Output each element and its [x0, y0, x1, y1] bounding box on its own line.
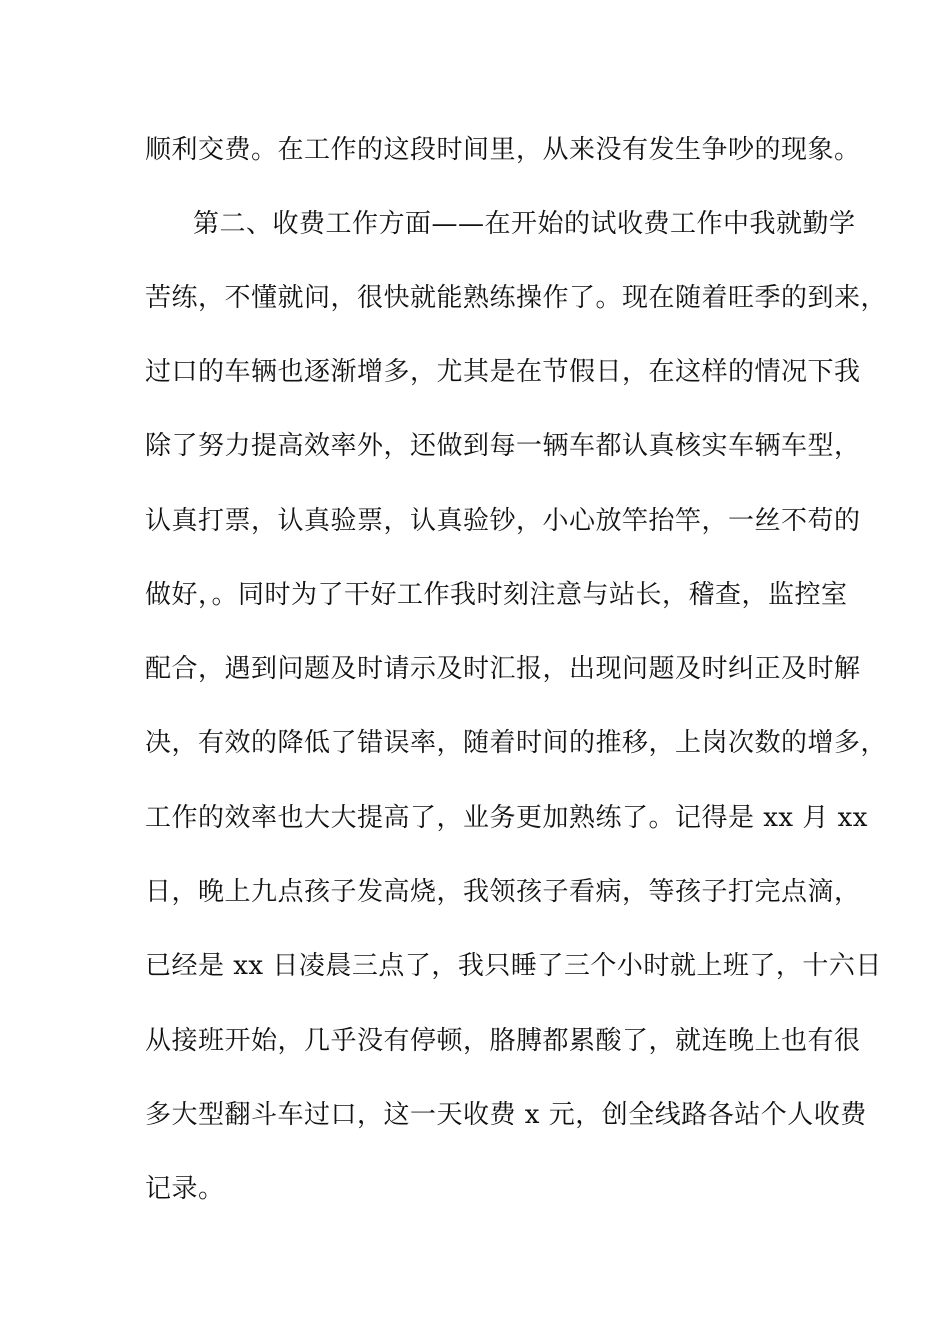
text-line-10: 工作的效率也大大提高了，业务更加熟练了。记得是 xx 月 xx: [145, 803, 868, 833]
text-line-2: 第二、收费工作方面——在开始的试收费工作中我就勤学: [193, 209, 856, 239]
text-line-11: 日，晚上九点孩子发高烧，我领孩子看病，等孩子打完点滴，: [145, 877, 861, 907]
text-line-9: 决，有效的降低了错误率，随着时间的推移，上岗次数的增多，: [145, 728, 888, 758]
text-line-12: 已经是 xx 日凌晨三点了，我只睡了三个小时就上班了，十六日: [145, 951, 882, 981]
text-line-5: 除了努力提高效率外，还做到每一辆车都认真核实车辆车型，: [145, 431, 861, 461]
text-line-8: 配合，遇到问题及时请示及时汇报，出现问题及时纠正及时解: [145, 654, 861, 684]
text-line-14: 多大型翻斗车过口，这一天收费 x 元，创全线路各站个人收费: [145, 1100, 867, 1130]
text-line-7: 做好，。同时为了干好工作我时刻注意与站长，稽查，监控室: [145, 580, 848, 610]
text-line-15: 记录。: [145, 1174, 225, 1204]
text-line-13: 从接班开始，几乎没有停顿，胳膊都累酸了，就连晚上也有很: [145, 1026, 861, 1056]
text-line-3: 苦练，不懂就问，很快就能熟练操作了。现在随着旺季的到来，: [145, 283, 888, 313]
text-line-4: 过口的车辆也逐渐增多，尤其是在节假日，在这样的情况下我: [145, 357, 861, 387]
text-line-1: 顺利交费。在工作的这段时间里，从来没有发生争吵的现象。: [145, 135, 861, 165]
text-line-6: 认真打票，认真验票，认真验钞，小心放竿抬竿，一丝不苟的: [145, 506, 861, 536]
